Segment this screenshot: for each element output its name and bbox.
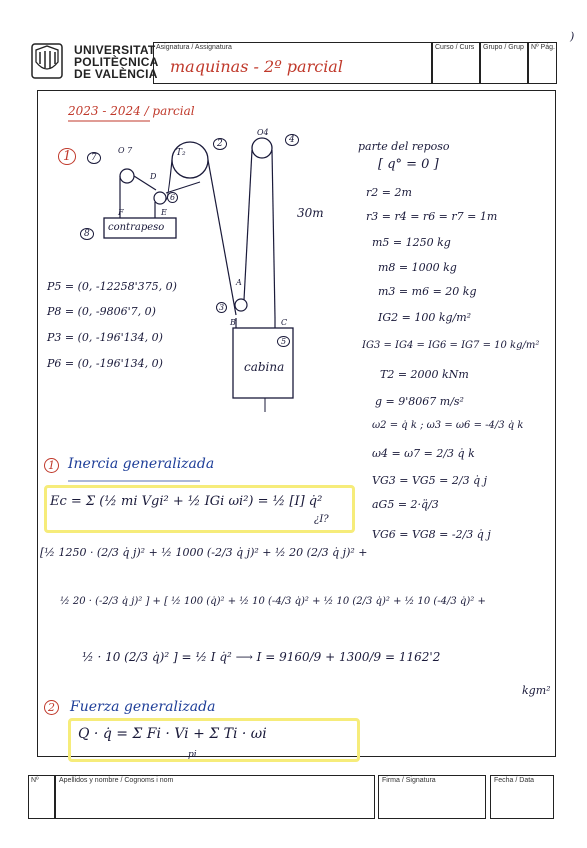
label-o7: O 7 bbox=[118, 146, 133, 155]
data-line-7: IG2 = 100 kg/m² bbox=[378, 311, 472, 324]
section2-number: 2 bbox=[44, 700, 59, 715]
label-b: B bbox=[230, 318, 236, 327]
label-e: E bbox=[161, 208, 167, 217]
data-line-5: m8 = 1000 kg bbox=[378, 261, 457, 274]
asignatura-value: maquinas - 2º parcial bbox=[170, 57, 343, 76]
data-line-11: ω2 = q̇ k ; ω3 = ω6 = -4/3 q̇ k bbox=[372, 420, 524, 431]
footer-firma-box bbox=[378, 775, 486, 819]
data-line-15: VG6 = VG8 = -2/3 q̇ j bbox=[372, 528, 491, 541]
corner-mark: ) bbox=[570, 30, 575, 43]
curso-label: Curso / Curs bbox=[435, 44, 475, 51]
university-line-2: POLITÈCNICA bbox=[74, 55, 159, 69]
year-label: 2023 - 2024 / parcial bbox=[68, 104, 195, 118]
label-d: D bbox=[150, 172, 157, 181]
footer-fecha-box bbox=[490, 775, 554, 819]
label-n2: 2 bbox=[213, 138, 227, 150]
ec-highlight bbox=[44, 485, 355, 533]
pi-note: pi bbox=[188, 750, 197, 760]
ec-formula: Ec = Σ (½ mi Vgi² + ½ IGi ωi²) = ½ [I] q̇² bbox=[50, 494, 323, 509]
q-formula: Q · q̇ = Σ Fi · Vi + Σ Ti · ωi bbox=[78, 726, 267, 742]
pulley-3 bbox=[235, 299, 247, 311]
position-p5: P5 = (0, -12258'375, 0) bbox=[47, 280, 177, 293]
inertia-units: kgm² bbox=[522, 684, 551, 697]
label-o4: O4 bbox=[257, 128, 269, 137]
label-height: 30m bbox=[297, 206, 324, 220]
pag-label: Nº Pág. bbox=[531, 44, 555, 51]
position-p8: P8 = (0, -9806'7, 0) bbox=[47, 305, 156, 318]
footer-n-box bbox=[28, 775, 55, 819]
footer-firma-label: Firma / Signatura bbox=[382, 777, 436, 784]
problem-number: 1 bbox=[58, 148, 76, 165]
pulley-6 bbox=[154, 192, 166, 204]
expansion-line-2: ½ · 10 (2/3 q̇)² ] = ½ I q̇² ⟶ I = 9160/9 + 1300/9 = 1162'2 bbox=[82, 650, 441, 664]
footer-fecha-label: Fecha / Data bbox=[494, 777, 535, 784]
data-line-8: IG3 = IG4 = IG6 = IG7 = 10 kg/m² bbox=[362, 340, 540, 351]
label-n7: 7 bbox=[87, 152, 101, 164]
data-line-3: r3 = r4 = r6 = r7 = 1m bbox=[366, 210, 498, 223]
label-f: F bbox=[118, 208, 124, 217]
label-n8: 8 bbox=[80, 228, 94, 240]
footer-n-label: Nº bbox=[31, 777, 39, 784]
pulley-7 bbox=[120, 169, 134, 183]
section1-title: Inercia generalizada bbox=[68, 456, 215, 472]
footer-name-box bbox=[55, 775, 375, 819]
footer-name-label: Apellidos y nombre / Cognoms i nom bbox=[59, 777, 174, 784]
data-line-14: aG5 = 2·q̈/3 bbox=[372, 498, 439, 511]
data-line-1: [ q° = 0 ] bbox=[378, 157, 439, 172]
label-n5: 5 bbox=[277, 336, 290, 347]
label-n6: 6 bbox=[167, 192, 178, 203]
expansion-line-0: [½ 1250 · (2/3 q̇ j)² + ½ 1000 (-2/3 q̇ j)² + ½ 20 (2/3 q̇ j)² + bbox=[40, 546, 368, 559]
position-p3: P3 = (0, -196'134, 0) bbox=[47, 331, 163, 344]
data-line-6: m3 = m6 = 20 kg bbox=[378, 285, 477, 298]
label-t2: T₂ bbox=[176, 148, 186, 158]
data-line-9: T2 = 2000 kNm bbox=[380, 368, 469, 381]
asignatura-label: Asignatura / Assignatura bbox=[156, 44, 232, 51]
data-line-0: parte del reposo bbox=[358, 140, 450, 153]
label-n3: 3 bbox=[216, 302, 227, 313]
label-a: A bbox=[236, 278, 242, 287]
data-line-10: g = 9'8067 m/s² bbox=[375, 395, 464, 408]
expansion-line-1: ½ 20 · (-2/3 q̇ j)² ] + [ ½ 100 (q̇)² + ½ 10 (-4/3 q̇)² + ½ 10 (2/3 q̇)² + ½ 10 (-4/3 q̇)² + bbox=[60, 596, 486, 607]
label-cabina: cabina bbox=[244, 360, 285, 374]
label-c: C bbox=[281, 318, 288, 327]
position-p6: P6 = (0, -196'134, 0) bbox=[47, 357, 163, 370]
section1-number: 1 bbox=[44, 458, 59, 473]
section2-title: Fuerza generalizada bbox=[70, 699, 216, 715]
label-n4: 4 bbox=[285, 134, 299, 146]
university-line-3: DE VALÈNCIA bbox=[74, 67, 158, 81]
data-line-13: VG3 = VG5 = 2/3 q̇ j bbox=[372, 474, 488, 487]
data-line-12: ω4 = ω7 = 2/3 q̇ k bbox=[372, 447, 475, 460]
grupo-label: Grupo / Grup bbox=[483, 44, 524, 51]
ec-note: ¿I? bbox=[314, 514, 329, 525]
data-line-2: r2 = 2m bbox=[366, 186, 412, 199]
pulley-4 bbox=[252, 138, 272, 158]
data-line-4: m5 = 1250 kg bbox=[372, 236, 451, 249]
university-line-1: UNIVERSITAT bbox=[74, 43, 156, 57]
label-contrapeso: contrapeso bbox=[108, 222, 165, 233]
